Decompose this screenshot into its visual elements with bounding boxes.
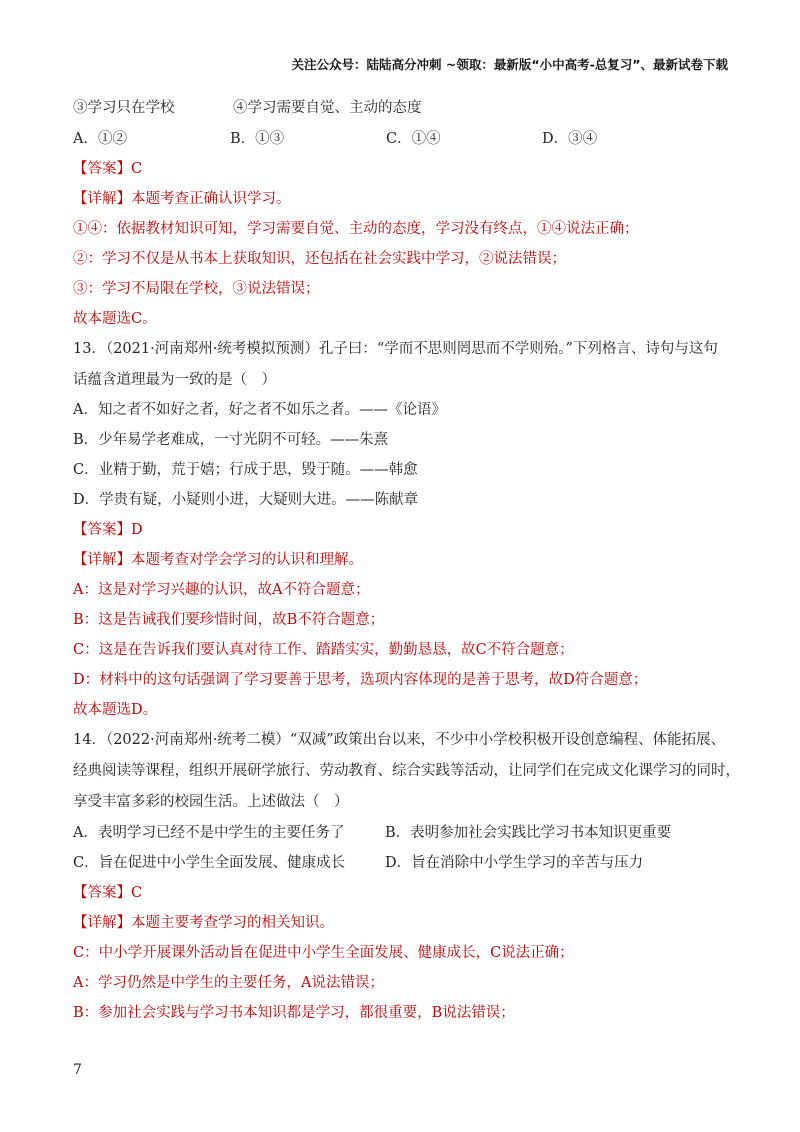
q14-option-d: D．旨在消除中小学生学习的辛苦与压力 xyxy=(385,855,644,871)
q13-option-a: A．知之者不如好之者，好之者不如乐之者。——《论语》 xyxy=(73,402,446,418)
q14-analysis-line: B：参加社会实践与学习书本知识都是学习，都很重要，B说法错误； xyxy=(73,1005,515,1021)
q13-option-c: C．业精于勤，荒于嬉；行成于思，毁于随。——韩愈 xyxy=(73,462,418,478)
q12-statement-4: ④学习需要自觉、主动的态度 xyxy=(233,100,422,116)
q14-option-c: C．旨在促进中小学生全面发展、健康成长 xyxy=(73,855,346,871)
q13-stem: 13．（2021·河南郑州·统考模拟预测）孔子曰：“学而不思则罔思而不学则殆。”下列格言、诗句与这句 xyxy=(73,341,718,357)
q12-option-a: A．①② xyxy=(73,131,127,147)
q14-analysis-line: C：中小学开展课外活动旨在促进中小学生全面发展、健康成长，C说法正确； xyxy=(73,945,574,961)
q14-option-a: A．表明学习已经不是中学生的主要任务了 xyxy=(73,825,345,841)
q13-option-d: D．学贵有疑，小疑则小进，大疑则大进。——陈献章 xyxy=(73,492,419,508)
q12-analysis-line: ②：学习不仅是从书本上获取知识，还包括在社会实践中学习，②说法错误； xyxy=(73,251,566,267)
q14-stem: 14．（2022·河南郑州·统考二模）“双减”政策出台以来，不少中小学校积极开设创意编程、体能拓展、 xyxy=(73,732,726,748)
q12-analysis-line: ①④：依据教材知识可知，学习需要自觉、主动的态度，学习没有终点，①④说法正确； xyxy=(73,221,639,237)
q13-stem-cont: 话蕴含道理最为一致的是（ ） xyxy=(73,372,276,388)
q12-option-d: D．③④ xyxy=(542,131,598,147)
q14-option-b: B．表明参加社会实践比学习书本知识更重要 xyxy=(385,825,672,841)
q13-option-b: B．少年易学老难成，一寸光阴不可轻。——朱熹 xyxy=(73,432,389,448)
q12-analysis-intro: 【详解】本题考查正确认识学习。 xyxy=(73,191,291,207)
q14-answer: 【答案】C xyxy=(73,885,143,901)
q14-analysis-intro: 【详解】本题主要考查学习的相关知识。 xyxy=(73,915,334,931)
page-header: 关注公众号：陆陆高分冲刺 ~领取：最新版“小中高考-总复习”、最新试卷下载 xyxy=(291,57,728,72)
q14-analysis-line: A：学习仍然是中学生的主要任务，A说法错误； xyxy=(73,975,384,991)
q12-answer: 【答案】C xyxy=(73,161,143,177)
q12-analysis-line: ③：学习不局限在学校，③说法错误； xyxy=(73,281,320,297)
q14-stem-cont: 经典阅读等课程，组织开展研学旅行、劳动教育、综合实践等活动，让同学们在完成文化课学习的同时， xyxy=(73,763,740,779)
q13-analysis-line: A：这是对学习兴趣的认识，故A不符合题意； xyxy=(73,582,370,598)
q13-conclusion: 故本题选D。 xyxy=(73,702,158,718)
page-number: 7 xyxy=(73,1062,82,1078)
q13-answer: 【答案】D xyxy=(73,522,143,538)
q13-analysis-line: D：材料中的这句话强调了学习要善于思考，选项内容体现的是善于思考，故D符合题意； xyxy=(73,672,648,688)
q12-statement-3: ③学习只在学校 xyxy=(73,100,175,116)
q14-stem-cont: 享受丰富多彩的校园生活。上述做法（ ） xyxy=(73,794,349,810)
q13-analysis-line: B：这是告诫我们要珍惜时间，故B不符合题意； xyxy=(73,612,385,628)
q13-analysis-intro: 【详解】本题考查对学会学习的认识和理解。 xyxy=(73,552,363,568)
q13-analysis-line: C：这是在告诉我们要认真对待工作、踏踏实实，勤勤恳恳，故C不符合题意； xyxy=(73,642,574,658)
q12-conclusion: 故本题选C。 xyxy=(73,311,157,327)
q12-option-c: C．①④ xyxy=(386,131,441,147)
q12-option-b: B．①③ xyxy=(230,131,285,147)
